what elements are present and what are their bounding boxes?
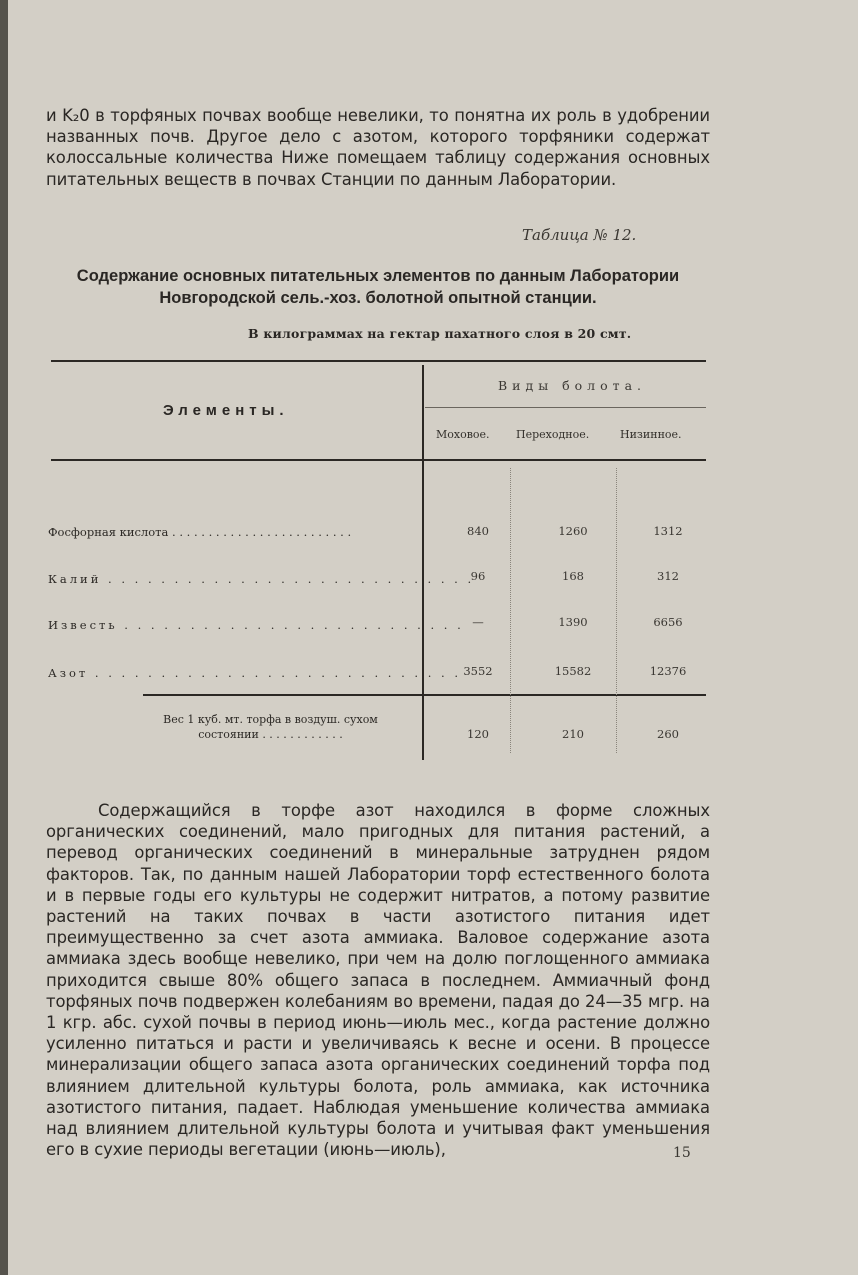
table-cell: 120 xyxy=(467,727,489,741)
table-cell: 1312 xyxy=(653,524,683,538)
column-divider-1 xyxy=(510,468,511,753)
table-header-rule xyxy=(51,459,706,461)
row-label-nitrogen: Азот . . . . . . . . . . . . . . . . . . . . . . . . . . . . xyxy=(48,666,461,680)
table-summary-rule xyxy=(143,694,706,696)
document-page xyxy=(8,0,858,1275)
column-header-mossy: Моховое. xyxy=(436,428,490,441)
table-cell: 15582 xyxy=(554,664,592,678)
table-cell: 1260 xyxy=(558,524,588,538)
table-cell: 1390 xyxy=(558,615,588,629)
main-paragraph: Содержащийся в торфе азот находился в форме сложных органических соединений, мало пригодных для питания растений, а перевод органических соединений в минеральные затруднен рядом факторов. Так, по данным нашей Лаборатории торф естественного болота и в первые годы его культуры не содержит нитратов, а потому развитие растений на таких почвах в части азотистого питания идет преимущественно за счет азота аммиака. Валовое содержание азота аммиака здесь вообще невелико, при чем на долю поглощенного аммиака приходится свыше 80% общего запаса в последнем. Аммиачный фонд торфяных почв подвержен колебаниям во времени, падая до 24—35 мгр. на 1 кгр. абс. сухой почвы в период июнь—июль мес., когда растение должно усиленно питаться и расти и увеличиваясь к весне и осени. В процессе минерализации общего запаса азота органических соединений торфа под влиянием длительной культуры болота, роль аммиака, как источника азотистого питания, падает. Наблюдая уменьшение количества аммиака над влиянием длительной культуры болота и учитывая факт уменьшения его в сухие периоды вегетации (июнь—июль), xyxy=(46,801,710,1160)
table-title-line-1: Содержание основных питательных элементов по данным Лаборатории xyxy=(76,267,680,285)
table-cell: — xyxy=(472,615,484,629)
table-title xyxy=(46,265,710,309)
column-header-transitional: Переходное. xyxy=(516,428,590,441)
row-label-peat-weight-line-2: состоянии . . . . . . . . . . . . xyxy=(198,728,343,741)
row-label-lime: Известь . . . . . . . . . . . . . . . . . . . . . . . . . . xyxy=(48,618,464,632)
table-top-rule xyxy=(51,360,706,362)
table-cell: 12376 xyxy=(649,664,687,678)
table-subtitle: В килограммах на гектар пахатного слоя в 20 смт. xyxy=(248,326,632,341)
table-cell: 260 xyxy=(657,727,679,741)
elements-column-header: Элементы. xyxy=(163,402,289,419)
table-title-line-2: Новгородской сель.-хоз. болотной опытной станции. xyxy=(159,289,597,307)
table-cell: 3552 xyxy=(463,664,493,678)
table-cell: 96 xyxy=(470,569,486,583)
table-number: Таблица № 12. xyxy=(522,226,637,244)
table-cell: 168 xyxy=(562,569,584,583)
group-underline xyxy=(425,407,706,408)
column-divider-2 xyxy=(616,468,617,753)
column-header-lowland: Низинное. xyxy=(620,428,682,441)
intro-paragraph: и K₂0 в торфяных почвах вообще невелики, то понятна их роль в удобрении названных почв. Другое дело с азотом, которого торфяники содержат колоссальные количества Ниже помещаем таблицу содержания основных питательных веществ в почвах Станции по данным Лаборатории. xyxy=(46,106,710,189)
table-cell: 6656 xyxy=(653,615,683,629)
bog-types-header: Виды болота. xyxy=(498,378,646,393)
table-cell: 312 xyxy=(657,569,679,583)
table-vertical-rule xyxy=(422,365,424,760)
table-cell: 210 xyxy=(562,727,584,741)
row-label-peat-weight-line-1: Вес 1 куб. мт. торфа в воздуш. сухом xyxy=(163,713,378,726)
row-label-phosphoric-acid: Фосфорная кислота . . . . . . . . . . . . . . . . . . . . . . . . . xyxy=(48,525,352,539)
table-cell: 840 xyxy=(467,524,489,538)
page-number: 15 xyxy=(673,1145,691,1161)
row-label-peat-weight xyxy=(118,712,423,742)
row-label-potassium: Калий . . . . . . . . . . . . . . . . . . . . . . . . . . . . xyxy=(48,572,475,586)
